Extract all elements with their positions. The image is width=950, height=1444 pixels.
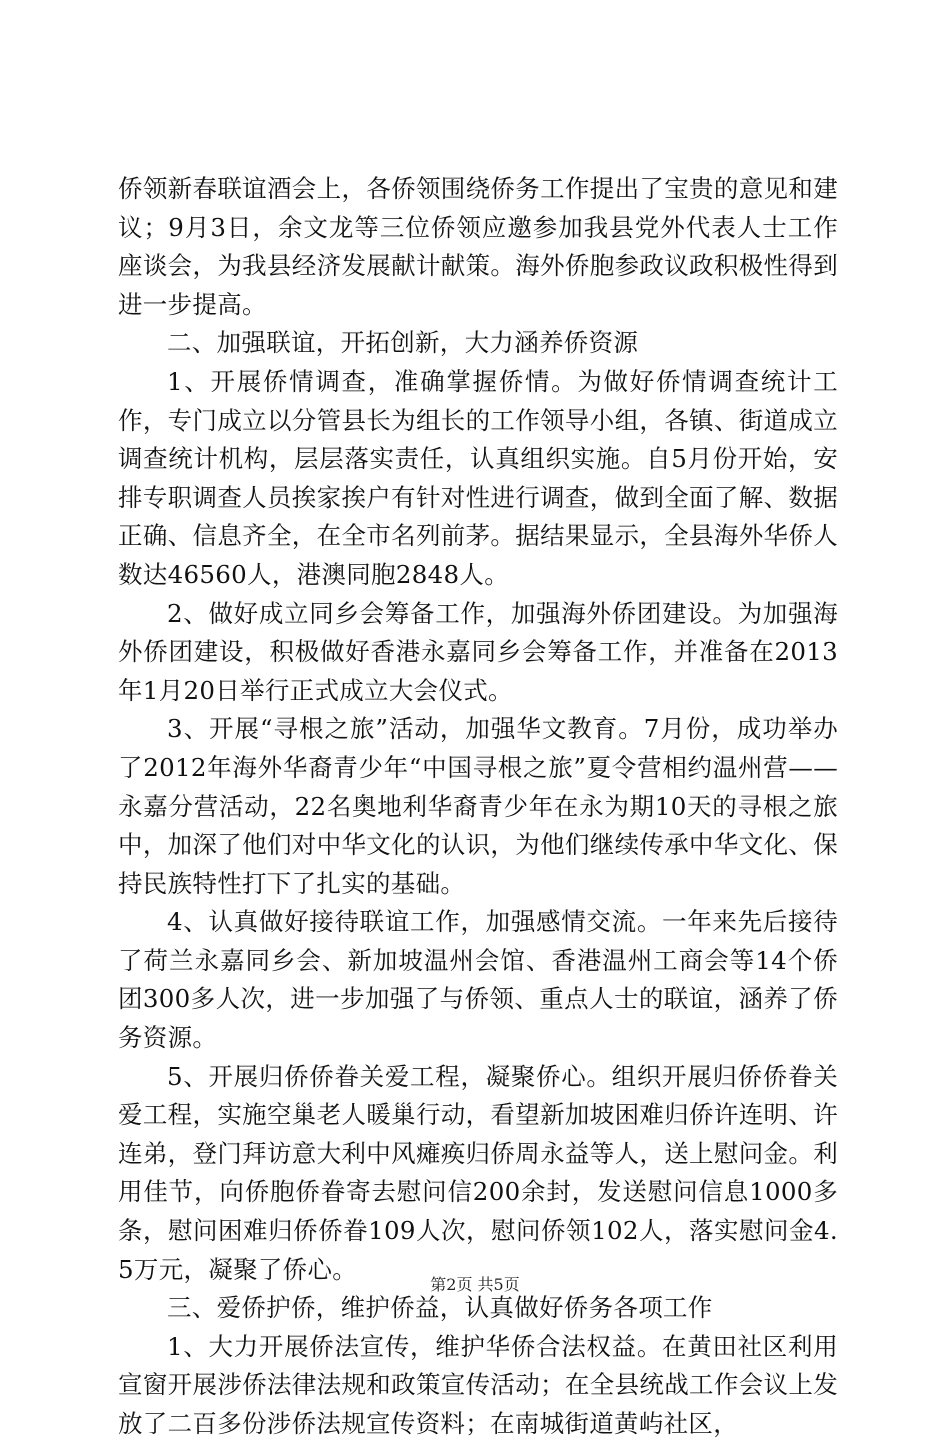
section-heading-3: 三、爱侨护侨，维护侨益，认真做好侨务各项工作 — [167, 1293, 713, 1323]
paragraph-item-2-2: 2、做好成立同乡会筹备工作，加强海外侨团建设。为加强海外侨团建设，积极做好香港永嘉同乡会筹备工作，并准备在2013年1月20日举行正式成立大会仪式。 — [118, 598, 838, 705]
paragraph-item-3-1: 1、大力开展侨法宣传，维护华侨合法权益。在黄田社区利用宣窗开展涉侨法律法规和政策宣传活动；在全县统战工作会议上发放了二百多份涉侨法规宣传资料；在南城街道黄屿社区， — [118, 1331, 838, 1438]
paragraph-item-2-4: 4、认真做好接待联谊工作，加强感情交流。一年来先后接待了荷兰永嘉同乡会、新加坡温州会馆、香港温州工商会等14个侨团300多人次，进一步加强了与侨领、重点人士的联谊，涵养了侨务资源。 — [118, 907, 838, 1053]
document-body — [118, 170, 838, 1444]
paragraph-continuation: 侨领新春联谊酒会上，各侨领围绕侨务工作提出了宝贵的意见和建议；9月3日，余文龙等三位侨领应邀参加我县党外代表人士工作座谈会，为我县经济发展献计献策。海外侨胞参政议政积极性得到进一步提高。 — [118, 174, 838, 319]
page-number-footer: 第2页 共5页 — [430, 1275, 520, 1294]
paragraph-item-2-1: 1、开展侨情调查，准确掌握侨情。为做好侨情调查统计工作，专门成立以分管县长为组长的工作领导小组，各镇、街道成立调查统计机构，层层落实责任，认真组织实施。自5月份开始，安排专职调查人员挨家挨户有针对性进行调查，做到全面了解、数据正确、信息齐全，在全市名列前茅。据结果显示，全县海外华侨人数达46560人，港澳同胞2848人。 — [118, 366, 838, 589]
paragraph-item-2-5: 5、开展归侨侨眷关爱工程，凝聚侨心。组织开展归侨侨眷关爱工程，实施空巢老人暖巢行动，看望新加坡困难归侨许连明、许连弟，登门拜访意大利中风瘫痪归侨周永益等人，送上慰问金。利用佳节，向侨胞侨眷寄去慰问信200余封，发送慰问信息1000多条，慰问困难归侨侨眷109人次，慰问侨领102人，落实慰问金4.5万元，凝聚了侨心。 — [118, 1061, 838, 1284]
section-heading-2: 二、加强联谊，开拓创新，大力涵养侨资源 — [167, 328, 639, 358]
paragraph-item-2-3: 3、开展“寻根之旅”活动，加强华文教育。7月份，成功举办了2012年海外华裔青少年“中国寻根之旅”夏令营相约温州营——永嘉分营活动，22名奥地利华裔青少年在永为期10天的寻根之旅中，加深了他们对中华文化的认识，为他们继续传承中华文化、保持民族特性打下了扎实的基础。 — [118, 714, 838, 898]
